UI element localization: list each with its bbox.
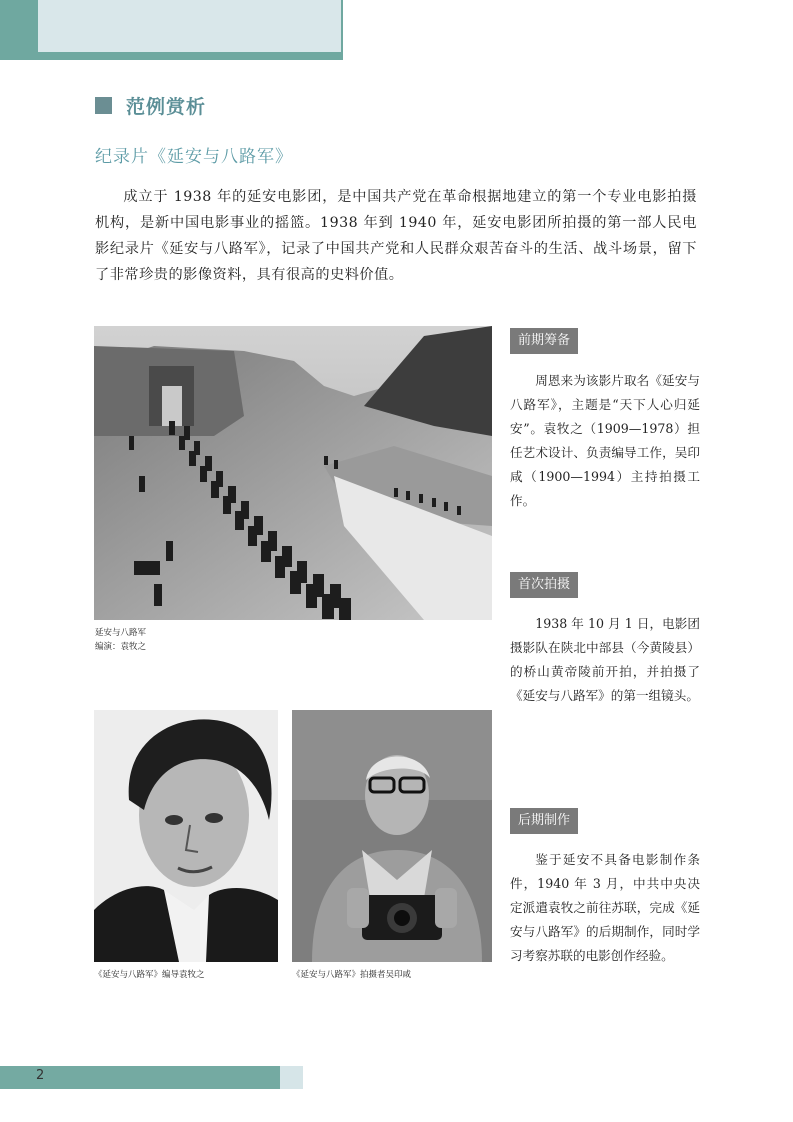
intro-paragraph: 成立于 1938 年的延安电影团，是中国共产党在革命根据地建立的第一个专业电影拍摄机构，是新中国电影事业的摇篮。1938 年到 1940 年，延安电影团所拍摄的第一部人民电影纪录片《延安与八路军》，记录了中国共产党和人民群众艰苦奋斗的生活、战斗场景，留下了非常珍贵的影像资料，具有很高的史料价值。 [95, 189, 697, 283]
film-subtitle: 纪录片《延安与八路军》 [95, 147, 293, 167]
page-number: 2 [36, 1068, 45, 1083]
main-photo-caption [95, 626, 146, 654]
square-bullet-icon [95, 97, 112, 114]
wu-yinxian-portrait [292, 710, 492, 962]
top-light-band [38, 0, 341, 52]
wu-portrait-caption: 《延安与八路军》拍摄者吴印咸 [292, 970, 412, 980]
march-photo [94, 326, 492, 620]
section-title: 范例赏析 [126, 95, 207, 118]
preproduction-text: 周恩来为该影片取名《延安与八路军》，主题是“天下人心归延安”。袁牧之（1909—1978）担任艺术设计、负责编导工作，吴印咸（1900—1994）主持拍摄工作。 [510, 373, 700, 508]
main-caption-line-1: 延安与八路军 [95, 628, 147, 638]
postproduction-text: 鉴于延安不具备电影制作条件，1940 年 3 月，中共中央决定派遣袁牧之前往苏联，完成《延安与八路军》的后期制作，同时学习考察苏联的电影创作经验。 [510, 852, 700, 963]
yuan-muzhi-portrait [94, 710, 278, 962]
first-shooting-text: 1938 年 10 月 1 日，电影团摄影队在陕北中部县（今黄陵县）的桥山黄帝陵前开拍，并拍摄了《延安与八路军》的第一组镜头。 [510, 616, 700, 703]
section-heading [95, 92, 206, 118]
tag-preproduction: 前期筹备 [510, 328, 578, 354]
tag-postproduction: 后期制作 [510, 808, 578, 834]
tag-first-shooting: 首次拍摄 [510, 572, 578, 598]
yuan-portrait-caption: 《延安与八路军》编导袁牧之 [94, 970, 205, 980]
main-caption-line-2: 编演：袁牧之 [95, 642, 147, 652]
bottom-light-band [280, 1066, 303, 1089]
